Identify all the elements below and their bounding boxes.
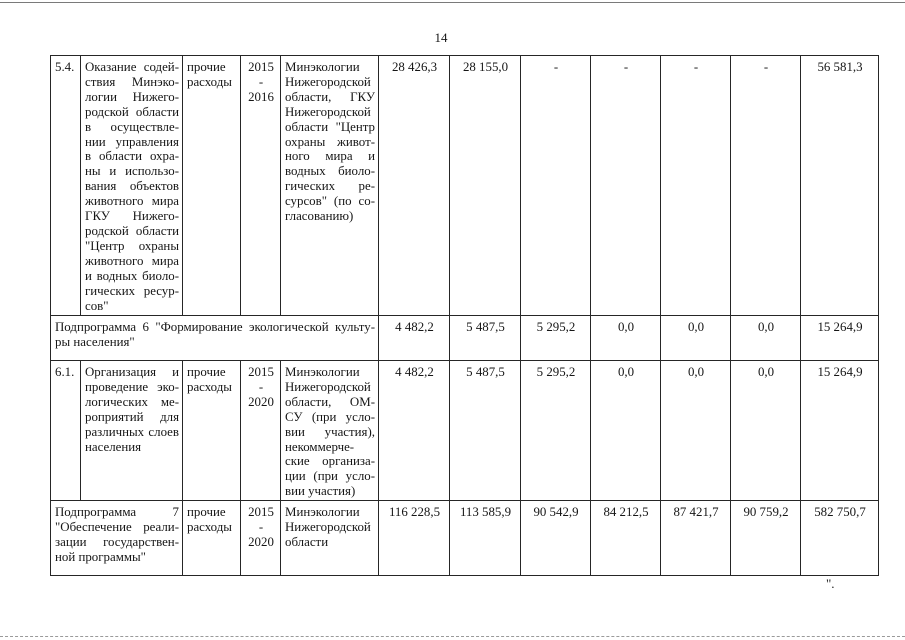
measure-name-line: в области охра- — [85, 149, 179, 164]
year-value-cell: 5 487,5 — [450, 316, 521, 361]
executor-line: гических ре- — [285, 179, 375, 194]
measure-name — [85, 60, 179, 313]
measure-name-line: ствия Минэко- — [85, 74, 179, 89]
subprogram-title-line: Подпрограмма 6 "Формирование экологической культу- — [55, 320, 375, 334]
subprogram-title-line: зации государствен- — [55, 534, 179, 549]
period-cell — [241, 501, 281, 576]
measure-name-line: логических ме- — [85, 394, 179, 409]
total-value-cell: 56 581,3 — [801, 56, 879, 316]
expense-type-line: расходы — [187, 519, 232, 534]
executor-cell — [281, 361, 379, 501]
measure-name-line: Организация и — [85, 365, 179, 379]
table-row — [51, 316, 879, 361]
total-value-cell: 582 750,7 — [801, 501, 879, 576]
executor-line: вии участия), — [285, 424, 375, 439]
year-value-cell: - — [591, 56, 661, 316]
table-row — [51, 56, 879, 316]
executor-line: гласованию) — [285, 209, 354, 224]
measure-name-line: различных слоев — [85, 424, 179, 439]
executor-line: некоммерче- — [285, 439, 355, 454]
year-value-cell: 28 155,0 — [450, 56, 521, 316]
measure-name — [85, 365, 179, 454]
measure-name-line: гических ресур- — [85, 283, 179, 298]
period-line: 2015 — [248, 365, 274, 379]
executor-line: Нижегородской — [285, 74, 371, 89]
measure-name-cell — [81, 361, 183, 501]
table-row — [51, 501, 879, 576]
executor-line: СУ (при усло- — [285, 409, 375, 424]
executor-line: водных биоло- — [285, 164, 375, 179]
expense-type-line: прочие — [187, 505, 226, 519]
expense-type-cell — [183, 56, 241, 316]
measure-name-line: проведение эко- — [85, 379, 179, 394]
year-value-cell: 90 759,2 — [731, 501, 801, 576]
total-value-cell: 15 264,9 — [801, 361, 879, 501]
year-value-cell: 0,0 — [591, 361, 661, 501]
program-funding-table — [50, 55, 879, 576]
executor-line: Нижегородской — [285, 104, 371, 119]
measure-name-line: ГКУ Нижего- — [85, 209, 179, 224]
year-value-cell: 0,0 — [591, 316, 661, 361]
expense-type-line: расходы — [187, 379, 232, 394]
year-value-cell: 113 585,9 — [450, 501, 521, 576]
year-value-cell: 116 228,5 — [379, 501, 450, 576]
expense-type-line: расходы — [187, 74, 232, 89]
executor-line: охраны живот- — [285, 134, 375, 149]
page-number: 14 — [434, 30, 448, 45]
measure-name-line: в осуществле- — [85, 119, 179, 134]
expense-type-cell — [183, 501, 241, 576]
measure-name-line: и водных биоло- — [85, 268, 179, 283]
measure-name-line: нии управления — [85, 134, 179, 149]
year-value-cell: 5 295,2 — [521, 361, 591, 501]
subprogram-title-line: Подпрограмма 7 — [55, 505, 179, 519]
year-value-cell: 4 482,2 — [379, 361, 450, 501]
executor-line: ские организа- — [285, 454, 375, 469]
period-cell — [241, 361, 281, 501]
year-value-cell: 90 542,9 — [521, 501, 591, 576]
expense-type — [187, 60, 237, 90]
year-value-cell: - — [731, 56, 801, 316]
year-value-cell: 5 487,5 — [450, 361, 521, 501]
executor-line: области "Центр — [285, 119, 375, 134]
closing-quote-mark: ". — [826, 576, 835, 591]
expense-type — [187, 505, 237, 535]
period-line: 2015 — [248, 505, 274, 519]
executor-line: Минэкологии — [285, 365, 360, 379]
period-line: 2016 — [248, 89, 274, 104]
year-value-cell: 0,0 — [661, 361, 731, 501]
row-number: 5.4. — [51, 56, 81, 316]
period-line: - — [258, 74, 264, 89]
measure-name-line: сов" — [85, 298, 109, 313]
expense-type-line: прочие — [187, 365, 226, 379]
period-cell — [241, 56, 281, 316]
executor-line: Минэкологии — [285, 60, 360, 74]
executor-line: области — [285, 534, 329, 549]
executor — [285, 505, 375, 550]
subprogram-title — [55, 505, 179, 565]
measure-name-cell — [81, 56, 183, 316]
year-value-cell: 5 295,2 — [521, 316, 591, 361]
year-value-cell: 28 426,3 — [379, 56, 450, 316]
period-line: 2020 — [248, 534, 274, 549]
measure-name-line: животного мира — [85, 253, 179, 268]
measure-name-line: населения — [85, 439, 142, 454]
executor — [285, 365, 375, 499]
expense-type-cell — [183, 361, 241, 501]
year-value-cell: - — [521, 56, 591, 316]
period-line: 2020 — [248, 394, 274, 409]
subprogram-title-line: ры населения" — [55, 334, 135, 349]
period — [245, 365, 277, 410]
subprogram-title — [55, 320, 375, 350]
executor-cell — [281, 56, 379, 316]
year-value-cell: 0,0 — [731, 316, 801, 361]
measure-name-line: роприятий для — [85, 409, 179, 424]
measure-name-line: родской области — [85, 223, 179, 238]
executor-line: Минэкологии — [285, 505, 360, 519]
subprogram-title-cell — [51, 501, 183, 576]
total-value-cell: 15 264,9 — [801, 316, 879, 361]
subprogram-title-line: ной программы" — [55, 549, 146, 564]
year-value-cell: - — [661, 56, 731, 316]
executor-line: Нижегородской — [285, 379, 371, 394]
year-value-cell: 0,0 — [731, 361, 801, 501]
measure-name-line: животного мира — [85, 194, 179, 209]
measure-name-line: Оказание содей- — [85, 60, 179, 74]
expense-type — [187, 365, 237, 395]
executor-cell — [281, 501, 379, 576]
period — [245, 505, 277, 550]
executor-line: ного мира и — [285, 149, 375, 164]
scan-edge-bottom — [0, 636, 905, 637]
measure-name-line: логии Нижего- — [85, 89, 179, 104]
expense-type-line: прочие — [187, 60, 226, 74]
measure-name-line: "Центр охраны — [85, 238, 179, 253]
executor-line: области, ГКУ — [285, 89, 375, 104]
year-value-cell: 4 482,2 — [379, 316, 450, 361]
period-line: - — [258, 379, 264, 394]
period-line: - — [258, 519, 264, 534]
measure-name-line: родской области — [85, 104, 179, 119]
executor-line: вии участия) — [285, 484, 356, 499]
year-value-cell: 87 421,7 — [661, 501, 731, 576]
period — [245, 60, 277, 105]
table-row — [51, 361, 879, 501]
subprogram-title-line: "Обеспечение реали- — [55, 519, 179, 534]
executor-line: области, ОМ- — [285, 394, 375, 409]
executor-line: сурсов" (по со- — [285, 194, 375, 209]
executor-line: Нижегородской — [285, 519, 371, 534]
executor — [285, 60, 375, 224]
measure-name-line: вания объектов — [85, 179, 179, 194]
row-number: 6.1. — [51, 361, 81, 501]
year-value-cell: 84 212,5 — [591, 501, 661, 576]
executor-line: ции (при усло- — [285, 469, 375, 484]
year-value-cell: 0,0 — [661, 316, 731, 361]
subprogram-title-cell — [51, 316, 379, 361]
measure-name-line: ны и использо- — [85, 164, 179, 179]
period-line: 2015 — [248, 60, 274, 74]
scan-edge-top — [0, 2, 905, 3]
